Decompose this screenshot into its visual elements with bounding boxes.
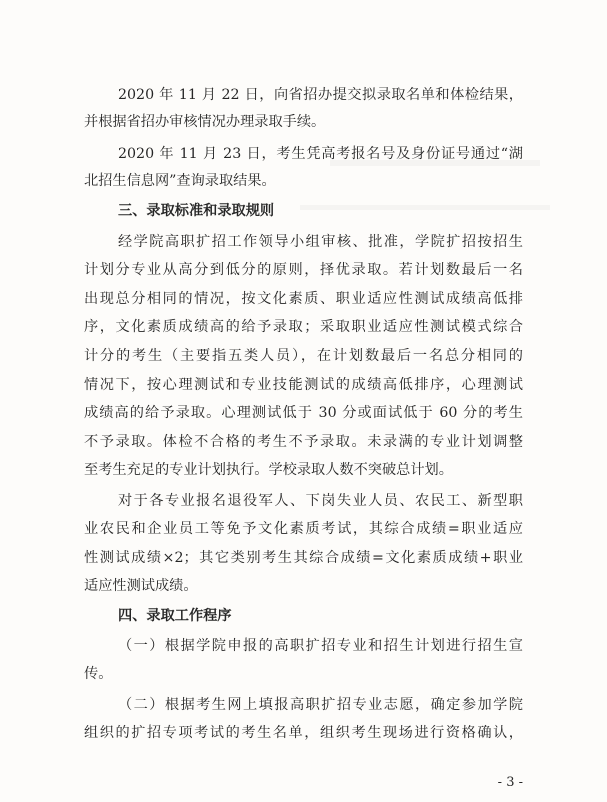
paragraph-line: （一）根据学院申报的高职扩招专业和招生计划进行招生宣 (118, 638, 523, 654)
paragraph-line: 北招生信息网”查询录取结果。 (84, 173, 276, 189)
paragraph-line: 经学院高职扩招工作领导小组审核、批准，学院扩招按招生 (118, 234, 523, 250)
paragraph-line: 组织的扩招专项考试的考生名单，组织考生现场进行资格确认， (84, 725, 523, 741)
paragraph-line: 对于各专业报名退役军人、下岗失业人员、农民工、新型职 (118, 493, 523, 509)
paragraph-line: 性测试成绩×2；其它类别考生其综合成绩=文化素质成绩+职业 (84, 550, 523, 566)
paragraph-line: 并根据省招办审核情况办理录取手续。 (84, 114, 326, 130)
page-number: - 3 - (497, 775, 523, 790)
paragraph-line: 至考生充足的专业计划执行。学校录取人数不突破总计划。 (84, 462, 453, 478)
paragraph-line: 出现总分相同的情况，按文化素质、职业适应性测试成绩高低排 (84, 291, 523, 307)
paragraph-line: 计划分专业从高分到低分的原则，择优录取。若计划数最后一名 (84, 262, 523, 278)
paragraph-line: （二）根据考生网上填报高职扩招专业志愿，确定参加学院 (118, 697, 523, 713)
paragraph-line: 不予录取。体检不合格的考生不予录取。未录满的专业计划调整 (84, 434, 523, 450)
paragraph-line: 适应性测试成绩。 (84, 578, 198, 594)
paragraph-line: 序，文化素质成绩高的给予录取；采取职业适应性测试模式综合 (84, 319, 523, 335)
paragraph-line: 情况下，按心理测试和专业技能测试的成绩高低排序，心理测试 (84, 377, 523, 393)
paragraph-line: 成绩高的给予录取。心理测试低于 30 分或面试低于 60 分的考生 (84, 405, 523, 421)
show-through-mark (300, 205, 550, 210)
paragraph-line: 2020 年 11 月 23 日，考生凭高考报名号及身份证号通过“湖 (118, 146, 523, 162)
section-heading: 三、录取标准和录取规则 (118, 203, 275, 219)
paragraph-line: 计分的考生（主要指五类人员），在计划数最后一名总分相同的 (84, 348, 523, 364)
paragraph-line: 2020 年 11 月 22 日，向省招办提交拟录取名单和体检结果， (118, 87, 523, 103)
paragraph-line: 传。 (84, 666, 113, 682)
section-heading: 四、录取工作程序 (118, 608, 232, 624)
paragraph-line: 业农民和企业员工等免予文化素质考试，其综合成绩=职业适应 (84, 521, 523, 537)
